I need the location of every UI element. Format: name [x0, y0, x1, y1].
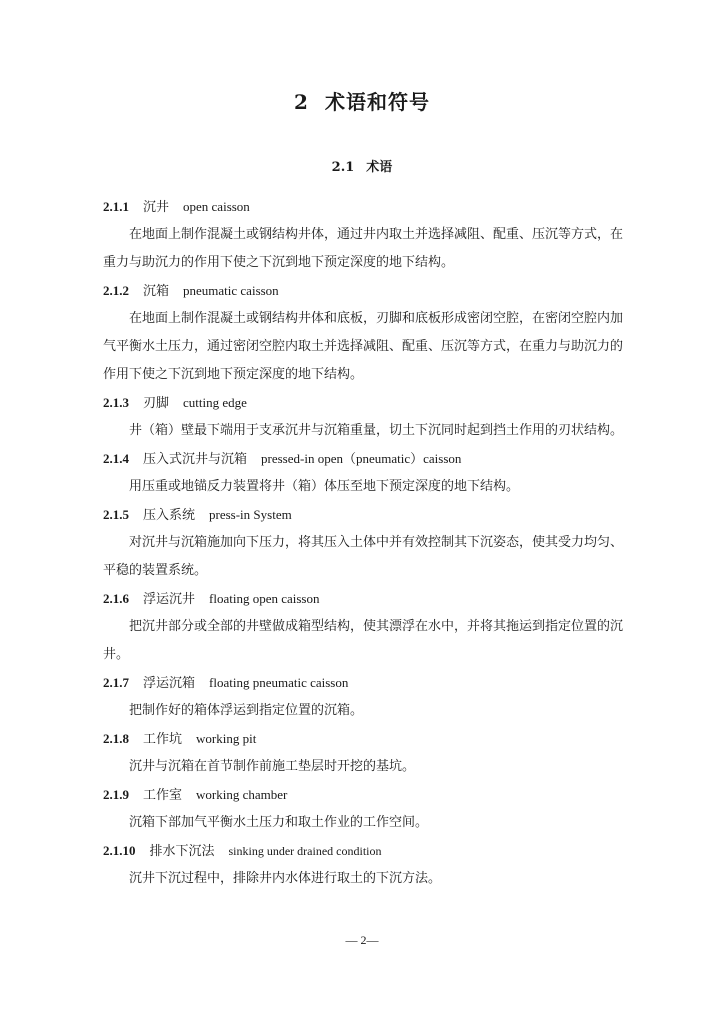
term-chinese: 工作坑 — [143, 732, 183, 747]
term-english: working pit — [196, 731, 257, 746]
term-chinese: 压入式沉井与沉箱 — [143, 452, 248, 467]
term-english: press-in System — [209, 507, 292, 522]
term-list — [103, 196, 623, 896]
term-chinese: 刃脚 — [143, 396, 170, 411]
term-number: 2.1.10 — [103, 843, 136, 858]
term-number: 2.1.8 — [103, 731, 129, 746]
term-entry — [103, 672, 623, 725]
term-chinese: 沉箱 — [143, 284, 170, 299]
term-number: 2.1.9 — [103, 787, 129, 802]
term-chinese: 沉井 — [143, 200, 170, 215]
term-english: open caisson — [183, 199, 250, 214]
term-english: pressed-in open（pneumatic）caisson — [261, 451, 462, 466]
term-english: sinking under drained condition — [228, 844, 382, 858]
section-title-text: 术语 — [366, 160, 393, 175]
term-heading — [103, 448, 623, 470]
term-number: 2.1.7 — [103, 675, 129, 690]
term-definition: 沉箱下部加气平衡水土压力和取土作业的工作空间。 — [129, 815, 429, 830]
term-entry — [103, 392, 623, 445]
term-heading — [103, 672, 623, 694]
term-definition: 井（箱）壁最下端用于支承沉井与沉箱重量，切土下沉同时起到挡土作用的刃状结构。 — [129, 423, 624, 438]
term-definition: 在地面上制作混凝土或钢结构井体和底板，刃脚和底板形成密闭空腔，在密闭空腔内加气平衡水土压力，通过密闭空腔内取土并选择减阻、配重、压沉等方式，在重力与助沉力的作用下使之下沉到地下预定深度的地下结构。 — [103, 311, 624, 382]
term-definition: 沉井下沉过程中，排除井内水体进行取土的下沉方法。 — [129, 871, 442, 886]
term-chinese: 工作室 — [143, 788, 183, 803]
term-english: cutting edge — [183, 395, 247, 410]
term-definition: 把制作好的箱体浮运到指定位置的沉箱。 — [129, 703, 364, 718]
term-entry — [103, 196, 623, 277]
term-number: 2.1.4 — [103, 451, 129, 466]
term-chinese: 压入系统 — [143, 508, 196, 523]
term-chinese: 浮运沉井 — [143, 592, 196, 607]
term-english: pneumatic caisson — [183, 283, 279, 298]
term-entry — [103, 280, 623, 389]
term-chinese: 浮运沉箱 — [143, 676, 196, 691]
term-chinese: 排水下沉法 — [149, 844, 215, 859]
term-heading — [103, 840, 623, 862]
term-heading — [103, 728, 623, 750]
term-entry — [103, 840, 623, 893]
term-entry — [103, 784, 623, 837]
term-english: working chamber — [196, 787, 288, 802]
term-number: 2.1.2 — [103, 283, 129, 298]
term-number: 2.1.5 — [103, 507, 129, 522]
term-heading — [103, 504, 623, 526]
term-number: 2.1.3 — [103, 395, 129, 410]
term-heading — [103, 392, 623, 414]
term-definition: 用压重或地锚反力装置将井（箱）体压至地下预定深度的地下结构。 — [129, 479, 520, 494]
term-number: 2.1.6 — [103, 591, 129, 606]
term-heading — [103, 196, 623, 218]
section-heading — [0, 158, 724, 178]
term-entry — [103, 588, 623, 669]
term-english: floating pneumatic caisson — [209, 675, 349, 690]
term-definition: 沉井与沉箱在首节制作前施工垫层时开挖的基坑。 — [129, 759, 416, 774]
term-entry — [103, 448, 623, 501]
term-heading — [103, 280, 623, 302]
term-heading — [103, 784, 623, 806]
term-definition: 对沉井与沉箱施加向下压力，将其压入土体中并有效控制其下沉姿态，使其受力均匀、平稳的装置系统。 — [103, 535, 624, 578]
chapter-heading — [0, 88, 724, 116]
chapter-title-text: 术语和符号 — [324, 90, 430, 114]
term-definition: 在地面上制作混凝土或钢结构井体，通过井内取土并选择减阻、配重、压沉等方式，在重力与助沉力的作用下使之下沉到地下预定深度的地下结构。 — [103, 227, 624, 270]
term-english: floating open caisson — [209, 591, 320, 606]
chapter-number: 2 — [294, 90, 309, 114]
term-entry — [103, 504, 623, 585]
page-number: — 2— — [345, 933, 379, 947]
section-number: 2.1 — [331, 160, 355, 175]
term-entry — [103, 728, 623, 781]
term-number: 2.1.1 — [103, 199, 129, 214]
term-definition: 把沉井部分或全部的井壁做成箱型结构，使其漂浮在水中，并将其拖运到指定位置的沉井。 — [103, 619, 624, 662]
term-heading — [103, 588, 623, 610]
